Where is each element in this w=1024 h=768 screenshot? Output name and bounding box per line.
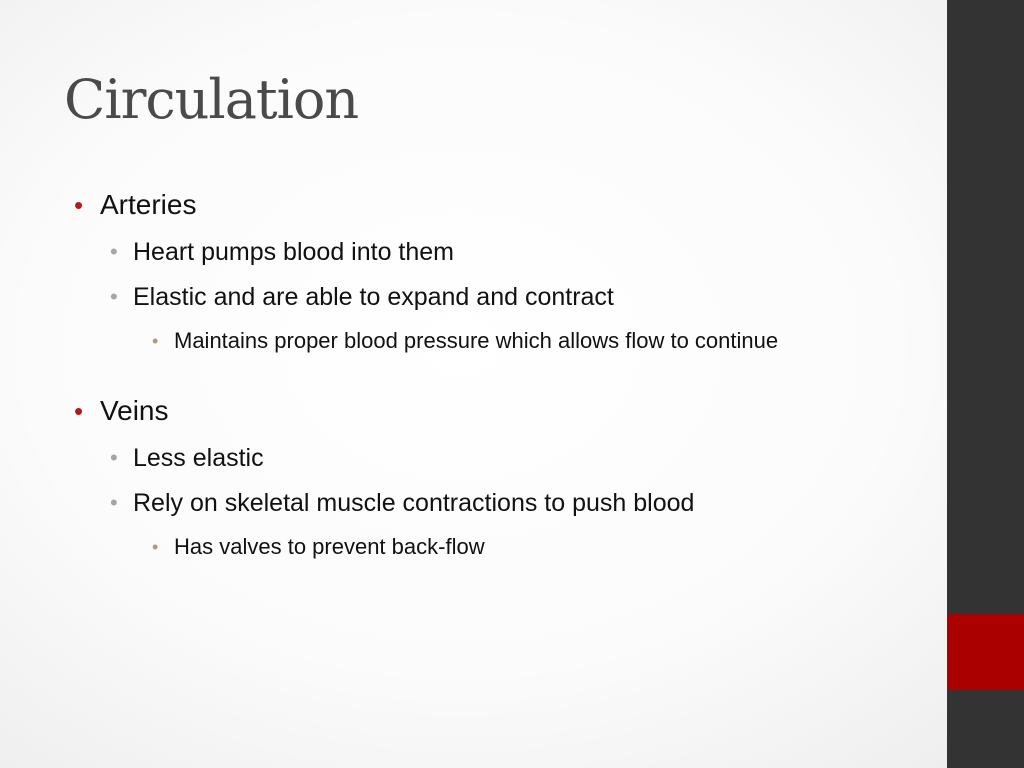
bullet-icon: • bbox=[74, 396, 84, 426]
bullet-icon: • bbox=[110, 490, 118, 515]
bullet-icon: • bbox=[74, 190, 84, 220]
bullet-text: Less elastic bbox=[133, 444, 264, 472]
bullet-text: Elastic and are able to expand and contract bbox=[133, 283, 614, 311]
bullet-icon: • bbox=[110, 284, 118, 309]
bullet-point bbox=[110, 486, 874, 520]
accent-block bbox=[947, 614, 1024, 690]
bullet-subpoint bbox=[152, 530, 814, 564]
bullet-heading: Arteries bbox=[100, 189, 197, 220]
bullet-icon: • bbox=[110, 445, 118, 470]
bullet-text: Heart pumps blood into them bbox=[133, 238, 455, 266]
bullet-point bbox=[110, 235, 874, 269]
slide-content bbox=[74, 186, 874, 564]
bullet-text: Has valves to prevent back-flow bbox=[174, 534, 485, 559]
slide-title: Circulation bbox=[64, 68, 359, 131]
bullet-icon: • bbox=[152, 331, 159, 351]
bullet-text: Rely on skeletal muscle contractions to push blood bbox=[133, 489, 695, 517]
bullet-veins bbox=[74, 392, 874, 430]
bullet-heading: Veins bbox=[100, 395, 169, 426]
bullet-point bbox=[110, 280, 874, 314]
bullet-icon: • bbox=[152, 537, 159, 557]
bullet-subpoint bbox=[152, 324, 814, 358]
bullet-icon: • bbox=[110, 239, 118, 264]
bullet-text: Maintains proper blood pressure which allows flow to continue bbox=[174, 328, 779, 353]
bullet-point bbox=[110, 441, 874, 475]
bullet-arteries bbox=[74, 186, 874, 224]
section-gap bbox=[74, 358, 874, 392]
